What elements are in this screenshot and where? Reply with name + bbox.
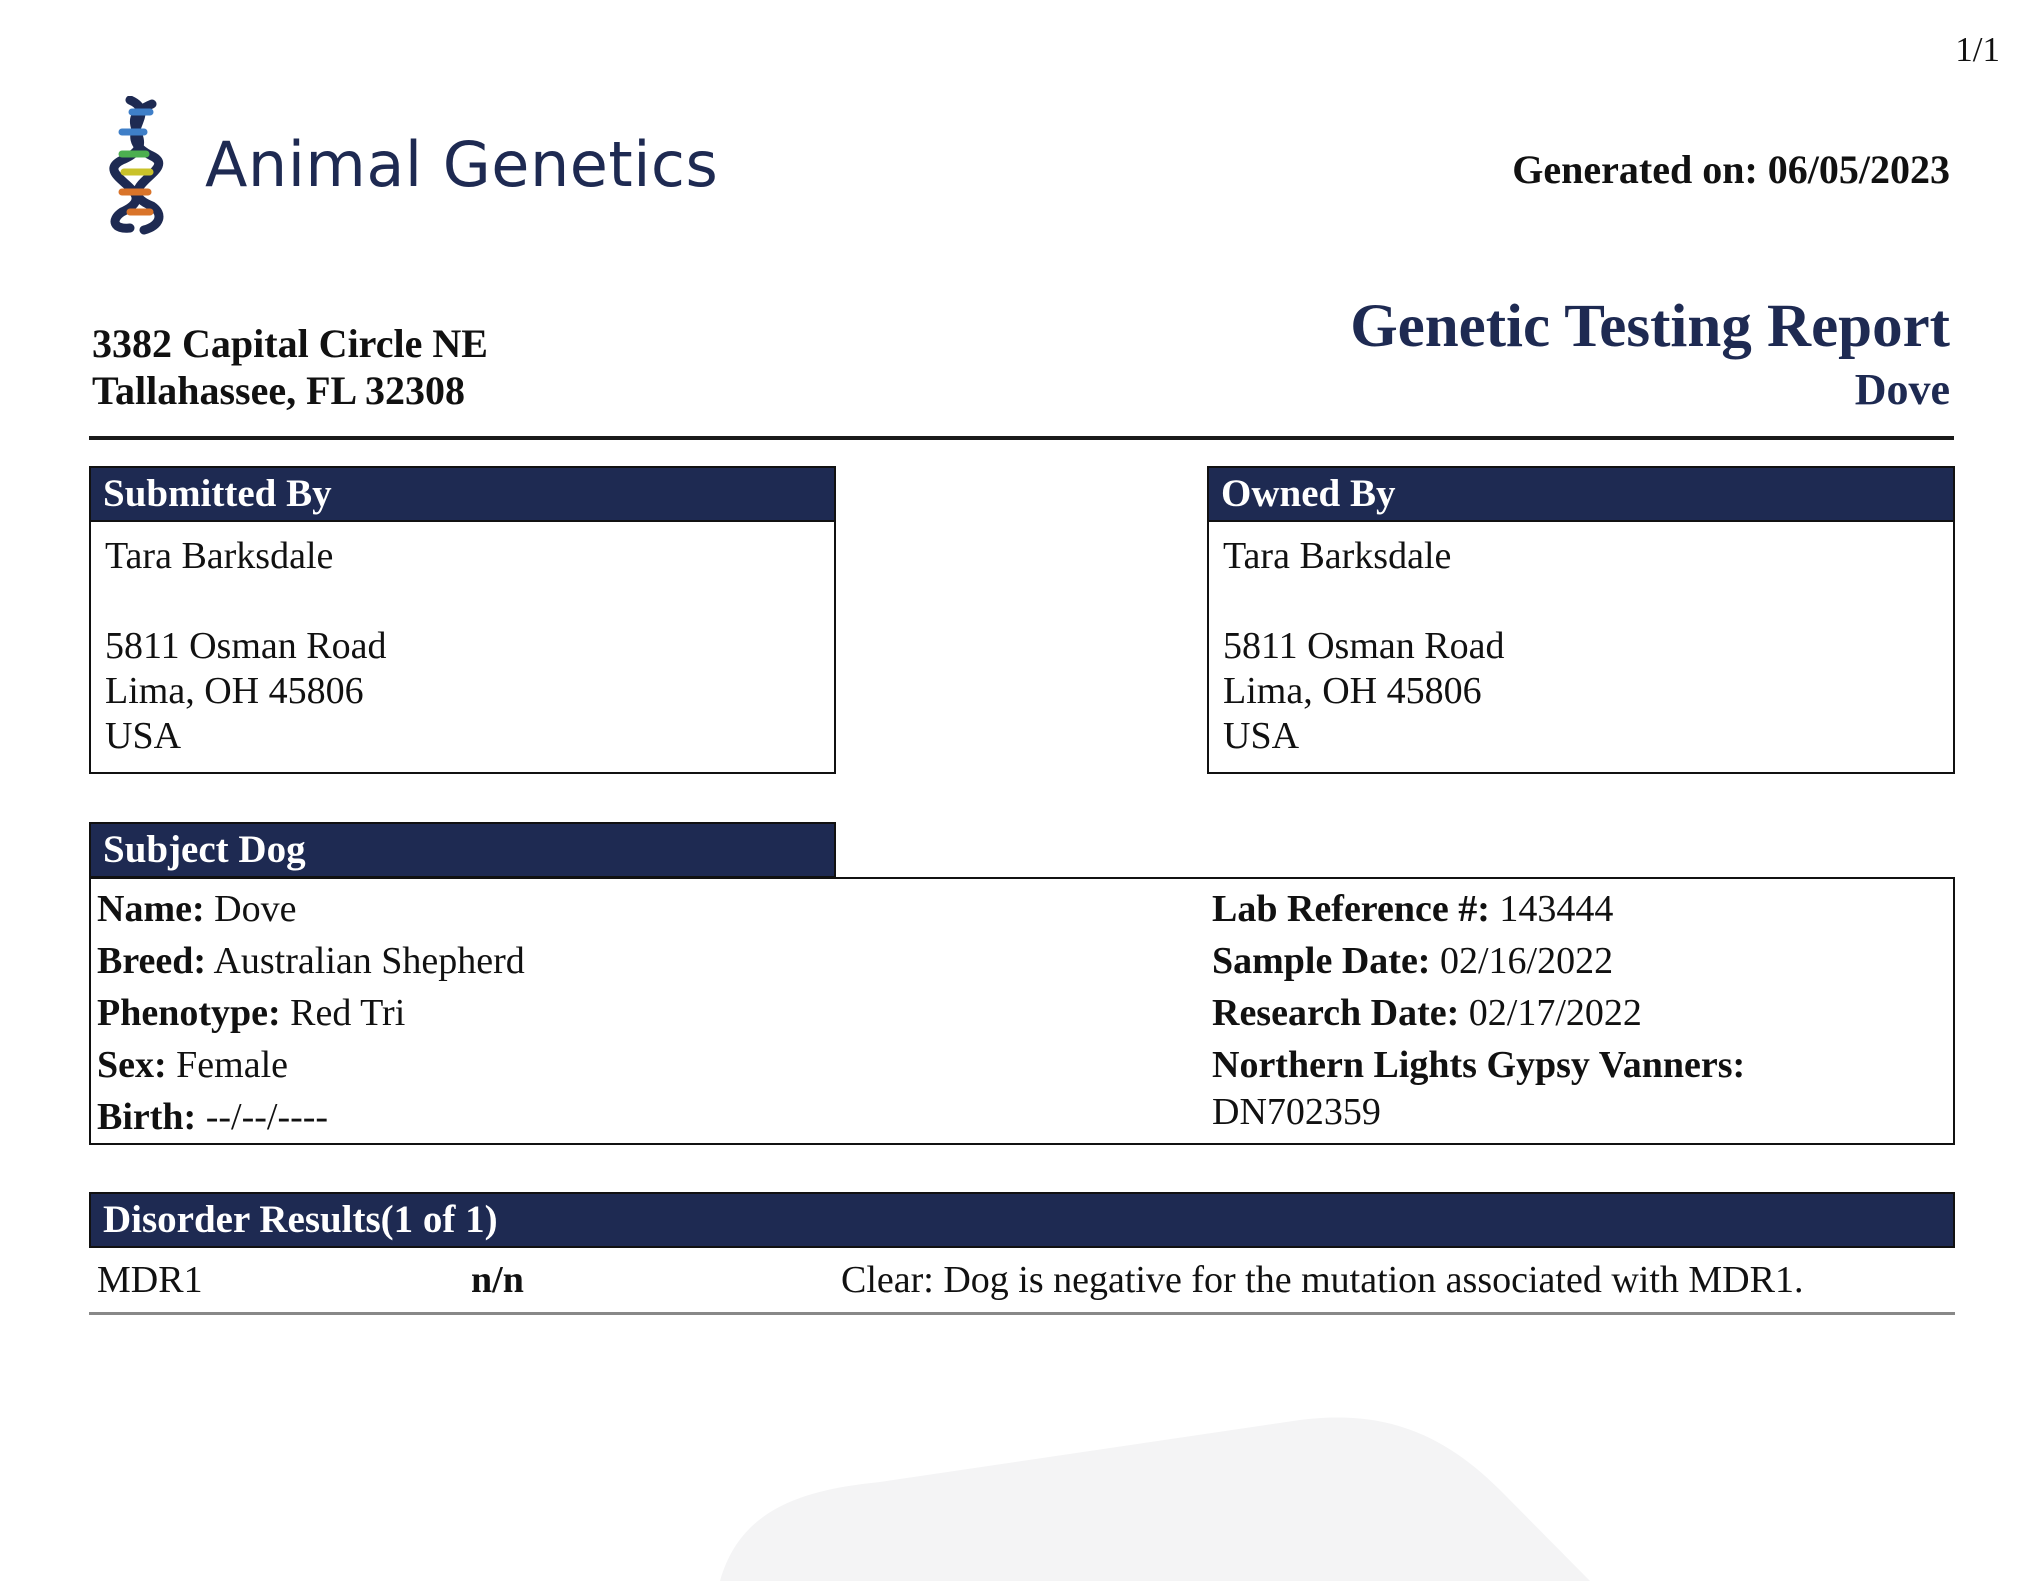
- subject-dog-details-left: [97, 883, 525, 1143]
- submitted-by-name: Tara Barksdale: [105, 535, 334, 577]
- owned-by-body: [1207, 522, 1955, 774]
- watermark-shape: [600, 1390, 1700, 1581]
- interpretation: Clear: Dog is negative for the mutation associated with MDR1.: [841, 1259, 1804, 1301]
- table-row: [89, 1252, 1955, 1315]
- report-subject: Dove: [1854, 365, 1950, 414]
- registration-number: DN702359: [1212, 1091, 1381, 1133]
- disorder-name: MDR1: [97, 1259, 203, 1301]
- lab-address: [92, 320, 488, 414]
- dog-phenotype-row: Phenotype: Red Tri: [97, 992, 406, 1034]
- dog-breed: Australian Shepherd: [213, 940, 525, 982]
- generated-label: Generated on:: [1512, 147, 1758, 192]
- sample-date: 02/16/2022: [1439, 940, 1614, 982]
- research-date: 02/17/2022: [1468, 992, 1642, 1034]
- subject-dog-header: Subject Dog: [89, 822, 836, 878]
- registration-row: Northern Lights Gypsy Vanners:: [1212, 1044, 1746, 1086]
- dog-sex: Female: [176, 1044, 289, 1086]
- lab-address-line1: 3382 Capital Circle NE: [92, 321, 488, 366]
- submitted-by-country: USA: [105, 715, 182, 757]
- dog-breed-row: Breed: Australian Shepherd: [97, 940, 525, 982]
- generated-date: 06/05/2023: [1767, 147, 1950, 192]
- page-number: 1/1: [1955, 30, 2000, 69]
- dog-birth-row: Birth: --/--/----: [97, 1096, 329, 1138]
- owned-by-street: 5811 Osman Road: [1223, 625, 1505, 667]
- report-title: Genetic Testing Report: [1350, 293, 1950, 360]
- dog-birth: --/--/----: [205, 1096, 329, 1138]
- dog-sex-row: Sex: Female: [97, 1044, 289, 1086]
- submitted-by-body: [89, 522, 836, 774]
- submitted-by-city: Lima, OH 45806: [105, 670, 364, 712]
- submitted-by-header: Submitted By: [89, 466, 836, 522]
- owned-by-city: Lima, OH 45806: [1223, 670, 1482, 712]
- submitted-by-section: [89, 466, 836, 774]
- genotype: n/n: [471, 1259, 524, 1301]
- subject-dog-details-right: [1212, 883, 1745, 1133]
- owned-by-country: USA: [1223, 715, 1300, 757]
- brand-name: Animal Genetics: [205, 128, 719, 201]
- dog-name: Dove: [214, 888, 297, 930]
- disorder-results-header: Disorder Results(1 of 1): [89, 1192, 1955, 1248]
- generated-on: [1512, 146, 1950, 193]
- submitted-by-street: 5811 Osman Road: [105, 625, 387, 667]
- dna-helix-icon: [100, 96, 174, 236]
- dog-name-row: Name: Dove: [97, 888, 297, 930]
- lab-address-line2: Tallahassee, FL 32308: [92, 368, 466, 413]
- lab-reference-row: Lab Reference #: 143444: [1212, 888, 1614, 930]
- lab-reference: 143444: [1499, 888, 1614, 930]
- owned-by-header: Owned By: [1207, 466, 1955, 522]
- sample-date-row: Sample Date: 02/16/2022: [1212, 940, 1614, 982]
- owned-by-name: Tara Barksdale: [1223, 535, 1452, 577]
- dog-phenotype: Red Tri: [290, 992, 406, 1034]
- research-date-row: Research Date: 02/17/2022: [1212, 992, 1642, 1034]
- header-divider: [89, 436, 1954, 440]
- owned-by-section: [1207, 466, 1955, 774]
